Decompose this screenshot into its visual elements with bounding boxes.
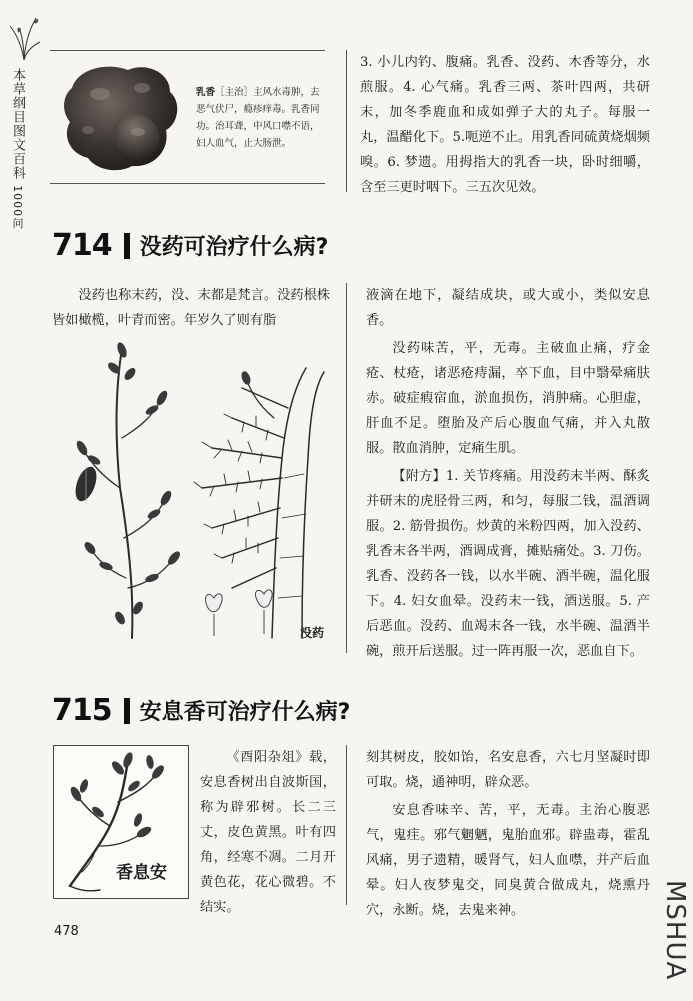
column-divider-715 xyxy=(346,745,347,905)
benzoin-label: 香息安 xyxy=(116,863,167,883)
top-right-paragraph: 3. 小儿内钓、腹痛。乳香、没药、木香等分，水煎服。4. 心气痛。乳香三两、茶叶四两，共研末，加冬季鹿血和成如弹子大的丸子。每服一丸，温醋化下。5.呃逆不止。用乳香同硫黄烧烟频嗅。6. 梦遗。用拇指大的乳香一块，卧时细嚼，含至三更时咽下。三五次见效。 xyxy=(360,55,650,195)
q714-right-paragraph-1: 液滴在地下，凝结成块，或大或小，类似安息香。 xyxy=(366,288,650,328)
q715-left-paragraph: 《酉阳杂俎》载，安息香树出自波斯国，称为辟邪树。长二三丈，皮色黄黑。叶有四角，经寒不凋。二月开黄色花，花心微碧。不结实。 xyxy=(200,750,336,915)
caption-head: 乳香 xyxy=(196,87,216,98)
caption-rest: ［主治］主风水毒肿，去恶气伏尸，瘾疹痒毒。乳香同功。治耳聋，中风口噤不语，妇人血气，止大肠泄。 xyxy=(196,87,320,149)
q714-left-text xyxy=(52,283,330,333)
question-714-title: 没药可治疗什么病? xyxy=(139,235,329,260)
column-divider-top xyxy=(346,50,347,192)
book-title-count: 1000问 xyxy=(11,185,24,230)
frankincense-image xyxy=(58,58,188,176)
top-rule xyxy=(50,50,325,51)
top-right-text xyxy=(360,50,650,200)
top-rule-bottom xyxy=(50,183,325,184)
q715-left-text xyxy=(200,745,336,920)
q714-right-text xyxy=(366,283,650,664)
myrrh-label: 没药 xyxy=(300,626,325,640)
page-number: 478 xyxy=(54,924,79,939)
q714-right-paragraph-3: 【附方】1. 关节疼痛。用没药末半两、酥炙并研末的虎胫骨三两，和匀，每服二钱，温酒调服。2. 筋骨损伤。炒黄的米粉四两，加入没药、乳香末各半两，酒调成膏，摊贴痛处。3. 刀伤。乳香、没药各一钱，以水半碗、酒半碗，温化服下。4. 妇女血晕。没药末一钱，酒送服。5. 产后恶血。没药、血竭末各一钱，水半碗、温酒半碗，煎开后送服。过一阵再服一次，恶血自下。 xyxy=(366,469,650,659)
q714-left-paragraph: 没药也称末药，没、末都是梵言。没药根株皆如橄榄，叶青而密。年岁久了则有脂 xyxy=(52,288,330,328)
frankincense-caption xyxy=(196,84,328,152)
question-714-number: 714 xyxy=(52,228,112,263)
question-714-header xyxy=(52,228,328,263)
question-714-bar xyxy=(124,233,130,259)
watermark-text: MSHUA xyxy=(660,880,690,981)
question-715-bar xyxy=(124,698,130,724)
question-715-header xyxy=(52,693,350,728)
q714-right-paragraph-2: 没药味苦，平，无毒。主破血止痛，疗金疮、杖疮，诸恶疮痔漏，卒下血，目中翳晕痛肤赤。破症瘕宿血，淤血损伤，消肿痛。心胆虚，肝血不足。堕胎及产后心腹血气痛，并入丸散服。散血消肿，定痛生肌。 xyxy=(366,341,650,456)
q715-right-paragraph-1: 刻其树皮，胶如饴，名安息香，六七月坚凝时即可取。烧，通神明，辟众恶。 xyxy=(366,750,650,790)
myrrh-illustration xyxy=(62,338,338,644)
benzoin-illustration xyxy=(53,745,189,899)
question-715-number: 715 xyxy=(52,693,112,728)
q715-right-paragraph-2: 安息香味辛、苦，平，无毒。主治心腹恶气，鬼疰。邪气魍魉，鬼胎血邪。辟蛊毒，霍乱风痛，男子遗精，暖肾气，妇人血噤，并产后血晕。妇人夜梦鬼交，同臭黄合做成丸，烧熏丹穴，永断。烧，去鬼来神。 xyxy=(366,803,650,918)
question-715-title: 安息香可治疗什么病? xyxy=(139,700,351,725)
q715-right-text xyxy=(366,745,650,923)
book-title-text: 本草纲目图文百科 xyxy=(10,68,25,180)
column-divider-714 xyxy=(346,283,347,653)
book-title-vertical xyxy=(4,68,26,229)
orchid-logo-icon xyxy=(6,12,42,62)
